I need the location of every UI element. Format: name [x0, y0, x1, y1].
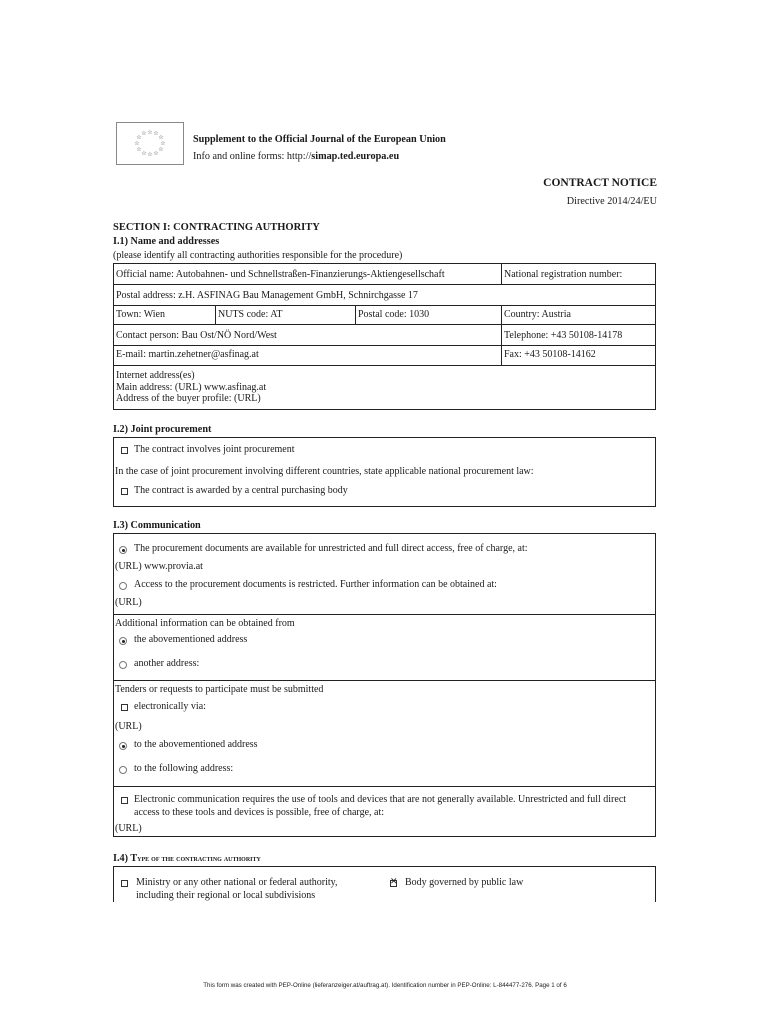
eu-flag-logo: [116, 122, 184, 165]
directive: Directive 2014/24/EU: [566, 196, 657, 207]
addl-abovementioned-radio[interactable]: [119, 637, 127, 645]
ministry-label-2: including their regional or local subdivisions: [136, 890, 316, 901]
joint-procurement-checkbox[interactable]: [121, 447, 128, 454]
addl-another-label: another address:: [134, 658, 200, 669]
notice-title: CONTRACT NOTICE: [543, 177, 657, 189]
svg-text:☆: ☆: [141, 130, 147, 137]
documents-unrestricted-label: The procurement documents are available for unrestricted and full direct access, free of charge, at:: [134, 543, 528, 554]
eu-stars-icon: [117, 123, 183, 164]
info-line: Info and online forms: http://simap.ted.europa.eu: [193, 151, 400, 162]
svg-text:☆: ☆: [153, 130, 159, 137]
page-footer: This form was created with PEP-Online (lieferanzeiger.at/auftrag.at). Identification number in PEP-Online: L-844477-276. Page 1 of 6: [203, 982, 567, 989]
tenders-following-radio[interactable]: [119, 766, 127, 774]
svg-text:☆: ☆: [147, 129, 153, 136]
documents-restricted-url: (URL): [115, 597, 142, 608]
nuts-code: NUTS code: AT: [215, 305, 356, 325]
i3-title: I.3) Communication: [113, 520, 201, 531]
tenders-label: Tenders or requests to participate must be submitted: [115, 684, 324, 695]
additional-info-label: Additional information can be obtained from: [115, 618, 295, 629]
svg-text:☆: ☆: [136, 146, 142, 153]
tenders-electronic-label: electronically via:: [134, 701, 206, 712]
divider: [113, 614, 656, 615]
internet-title: Internet address(es): [116, 370, 195, 381]
i1-title: I.1) Name and addresses: [113, 236, 220, 247]
svg-text:☆: ☆: [136, 134, 142, 141]
tenders-electronic-url: (URL): [115, 721, 142, 732]
email: E-mail: martin.zehetner@asfinag.at: [113, 345, 502, 366]
postal-code: Postal code: 1030: [355, 305, 502, 325]
divider: [113, 680, 656, 681]
electronic-tools-label-2: access to these tools and devices is possible, free of charge, at:: [134, 807, 385, 818]
svg-text:☆: ☆: [158, 146, 164, 153]
public-law-label: Body governed by public law: [405, 877, 524, 888]
simap-link[interactable]: simap.ted.europa.eu: [311, 151, 400, 162]
electronic-tools-url: (URL): [115, 823, 142, 834]
tenders-electronic-checkbox[interactable]: [121, 704, 128, 711]
fax: Fax: +43 50108-14162: [501, 345, 656, 366]
town: Town: Wien: [113, 305, 216, 325]
postal-address: Postal address: z.H. ASFINAG Bau Management GmbH, Schnirchgasse 17: [113, 284, 656, 306]
official-name: Official name: Autobahnen- und Schnellstraßen-Finanzierungs-Aktiengesellschaft: [113, 263, 502, 285]
tenders-abovementioned-radio[interactable]: [119, 742, 127, 750]
public-law-checkbox[interactable]: [390, 880, 397, 887]
electronic-tools-checkbox[interactable]: [121, 797, 128, 804]
svg-text:☆: ☆: [153, 150, 159, 157]
internet-addresses: [113, 365, 656, 410]
main-address[interactable]: Main address: (URL) www.asfinag.at: [116, 381, 267, 393]
documents-unrestricted-radio[interactable]: [119, 546, 127, 554]
joint-procurement-label: The contract involves joint procurement: [134, 444, 295, 455]
documents-restricted-radio[interactable]: [119, 582, 127, 590]
joint-law-label: In the case of joint procurement involving different countries, state applicable national procurement law:: [115, 466, 534, 477]
svg-text:☆: ☆: [134, 140, 140, 147]
buyer-profile: Address of the buyer profile: (URL): [116, 393, 261, 404]
svg-text:☆: ☆: [147, 151, 153, 158]
ministry-label-1: Ministry or any other national or federal authority,: [136, 877, 338, 888]
contact-person: Contact person: Bau Ost/NÖ Nord/West: [113, 324, 502, 346]
section-title: SECTION I: CONTRACTING AUTHORITY: [113, 222, 320, 233]
documents-restricted-label: Access to the procurement documents is restricted. Further information can be obtained at:: [134, 579, 497, 590]
addl-abovementioned-label: the abovementioned address: [134, 634, 248, 645]
addl-another-radio[interactable]: [119, 661, 127, 669]
divider: [113, 786, 656, 787]
telephone: Telephone: +43 50108-14178: [501, 324, 656, 346]
documents-unrestricted-url[interactable]: (URL) www.provia.at: [115, 561, 203, 572]
svg-text:☆: ☆: [160, 140, 166, 147]
central-purchasing-label: The contract is awarded by a central purchasing body: [134, 485, 348, 496]
svg-text:☆: ☆: [158, 134, 164, 141]
tenders-following-label: to the following address:: [134, 763, 234, 774]
tenders-abovementioned-label: to the abovementioned address: [134, 739, 258, 750]
journal-title: Supplement to the Official Journal of the European Union: [193, 134, 446, 145]
ministry-checkbox[interactable]: [121, 880, 128, 887]
svg-text:☆: ☆: [141, 150, 147, 157]
national-reg: National registration number:: [501, 263, 656, 285]
electronic-tools-label-1: Electronic communication requires the use of tools and devices that are not generally available. Unrestricted and full direct: [134, 794, 627, 805]
central-purchasing-checkbox[interactable]: [121, 488, 128, 495]
i2-title: I.2) Joint procurement: [113, 424, 212, 435]
country: Country: Austria: [501, 305, 656, 325]
i1-note: (please identify all contracting authorities responsible for the procedure): [113, 250, 403, 261]
i4-title: I.4) Type of the contracting authority: [113, 853, 261, 864]
